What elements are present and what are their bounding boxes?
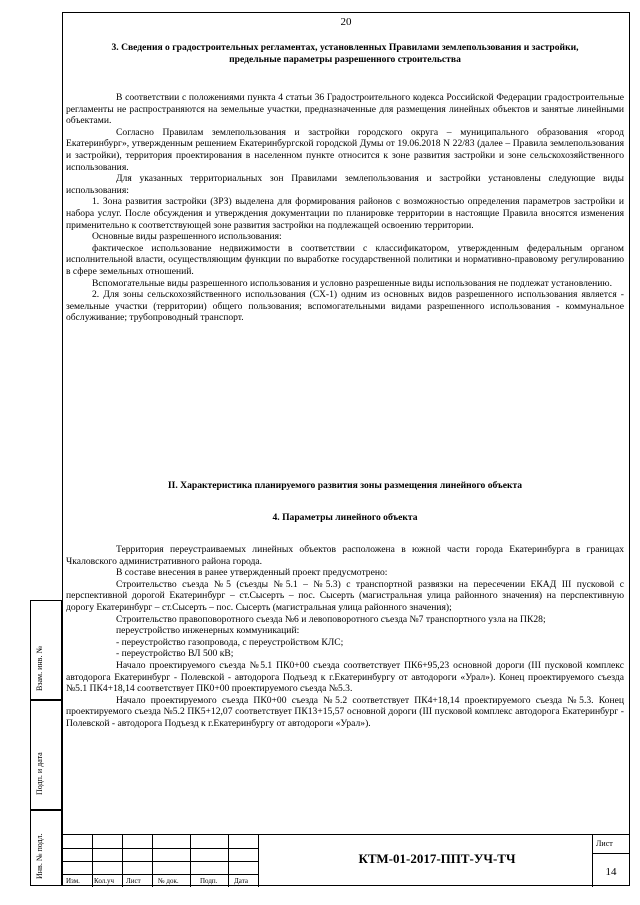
paragraph: Территория переустраиваемых линейных объектов расположена в южной части города Екатеринбурга в границах Чкаловского административного района города.: [66, 544, 624, 567]
paragraph: 1. Зона развития застройки (ЗРЗ) выделена для формирования районов с возможностью определения параметров застройки и набора услуг. После обсуждения и утверждения документации по планировке территории в настоящие Правила вносятся изменения применительно к соответствующей зоне развития застройки на подлежащей освоению территории.: [66, 196, 624, 231]
col-izm: Изм.: [66, 877, 80, 885]
paragraph: Строительство съезда №5 (съезды №5.1 – №5.3) с транспортной развязки на пересечении ЕКАД III пусковой с перспективной дорогой Екатеринбург – ст.Сысерть – пос. Сысерть (магистральная улица районного значения) на перспективную дорогу Екатеринбург – ст.Сысерть – пос. Сысерть (магистральная улица районного значения);: [66, 578, 624, 613]
section-3-body: [66, 92, 624, 324]
stamp-label: Подп. и дата: [35, 752, 44, 795]
paragraph: Строительство правоповоротного съезда №6 и левоповоротного съезда №7 транспортного узла на ПК28;: [116, 613, 546, 625]
paragraph: Основные виды разрешенного использования:: [92, 231, 282, 243]
heading-II: II. Характеристика планируемого развития зоны размещения линейного объекта: [167, 480, 523, 491]
sheet-number: 14: [605, 866, 617, 878]
paragraph: В составе внесения в ранее утвержденный проект предусмотрено:: [116, 567, 388, 579]
page-number: 20: [340, 16, 352, 28]
heading-II-wrap: [66, 480, 624, 492]
paragraph: Согласно Правилам землепользования и застройки городского округа – муниципального образования «город Екатеринбург», утвержденным решением Екатеринбургской городской Думы от 19.06.2018 N 22/83 (далее – Правила землепользования и застройки), территория проектирования в населенном пункте относится к зоне развития застройки и зоне сельскохозяйственного использования.: [66, 126, 624, 173]
col-kol-uch: Кол.уч: [94, 877, 114, 885]
heading-3: 3. Сведения о градостроительных регламентах, установленных Правилами землепользования и застройки, предельные параметры разрешенного строительства: [111, 42, 579, 65]
heading-4-wrap: [66, 512, 624, 524]
heading-4: 4. Параметры линейного объекта: [272, 512, 418, 523]
stamp-label: Инв. № подл.: [35, 833, 44, 879]
paragraph: 2. Для зоны сельскохозяйственного использования (СХ-1) одним из основных видов разрешенного использования является - земельные участки (территории) общего пользования; вспомогательными видами разрешенного использования - коммунальное обслуживание; трубопроводный транспорт.: [66, 289, 624, 324]
paragraph: - переустройство ВЛ 500 кВ;: [116, 648, 234, 660]
stamp-vzam-inv: [30, 600, 62, 700]
paragraph: Для указанных территориальных зон Правилами землепользования и застройки установлены следующие виды использования:: [66, 173, 624, 196]
document-code: КТМ-01-2017-ППТ-УЧ-ТЧ: [358, 851, 516, 866]
stamp-podp-data: [30, 700, 62, 810]
sheet-label: Лист: [596, 839, 613, 848]
paragraph: переустройство инженерных коммуникаций:: [116, 625, 300, 637]
paragraph: - переустройство газопровода, с переустройством КЛС;: [116, 636, 344, 648]
col-data: Дата: [234, 877, 248, 885]
stamp-inv-podl: [30, 810, 62, 886]
paragraph: Начало проектируемого съезда ПК0+00 съезда №5.2 соответствует ПК4+18,14 проектируемого съезда №5.3. Конец проектируемого съезда №5.2 ПК5+12,07 соответствует ПК13+15,57 основной дороги (III пусковой комплекс автодорога Екатеринбург - Полевской - автодорога Подъезд к г.Екатеринбургу от автодороги «Урал»).: [66, 694, 624, 729]
col-n-dok: № док.: [158, 877, 179, 885]
paragraph: В соответствии с положениями пункта 4 статьи 36 Градостроительного кодекса Российской Федерации градостроительные регламенты не распространяются на земельные участки, предназначенные для размещения линейных объектов и занятые линейными объектами.: [66, 92, 624, 127]
col-list: Лист: [126, 877, 141, 885]
stamp-label: Взам. инв. №: [35, 645, 44, 691]
section-3: [66, 42, 624, 65]
section-4-body: [66, 544, 624, 730]
paragraph: Начало проектируемого съезда №5.1 ПК0+00 съезда соответствует ПК6+95,23 основной дороги (III пусковой комплекс автодорога Екатеринбург - Полевской - автодорога Подъезд к г.Екатеринбургу от автодороги «Урал»). Конец проектируемого съезда №5.1 ПК4+18,14 соответствует ПК0+00 проектируемого съезда №5.3.: [66, 659, 624, 695]
paragraph: фактическое использование недвижимости в соответствии с классификатором, утвержденным федеральным органом исполнительной власти, осуществляющим функции по выработке государственной политики и нормативно-правовому регулированию в сфере земельных отношений.: [66, 242, 624, 277]
title-block: [62, 834, 630, 887]
col-podp: Подп.: [200, 877, 218, 885]
paragraph: Вспомогательные виды разрешенного использования и условно разрешенные виды использования не подлежат установлению.: [92, 277, 612, 289]
